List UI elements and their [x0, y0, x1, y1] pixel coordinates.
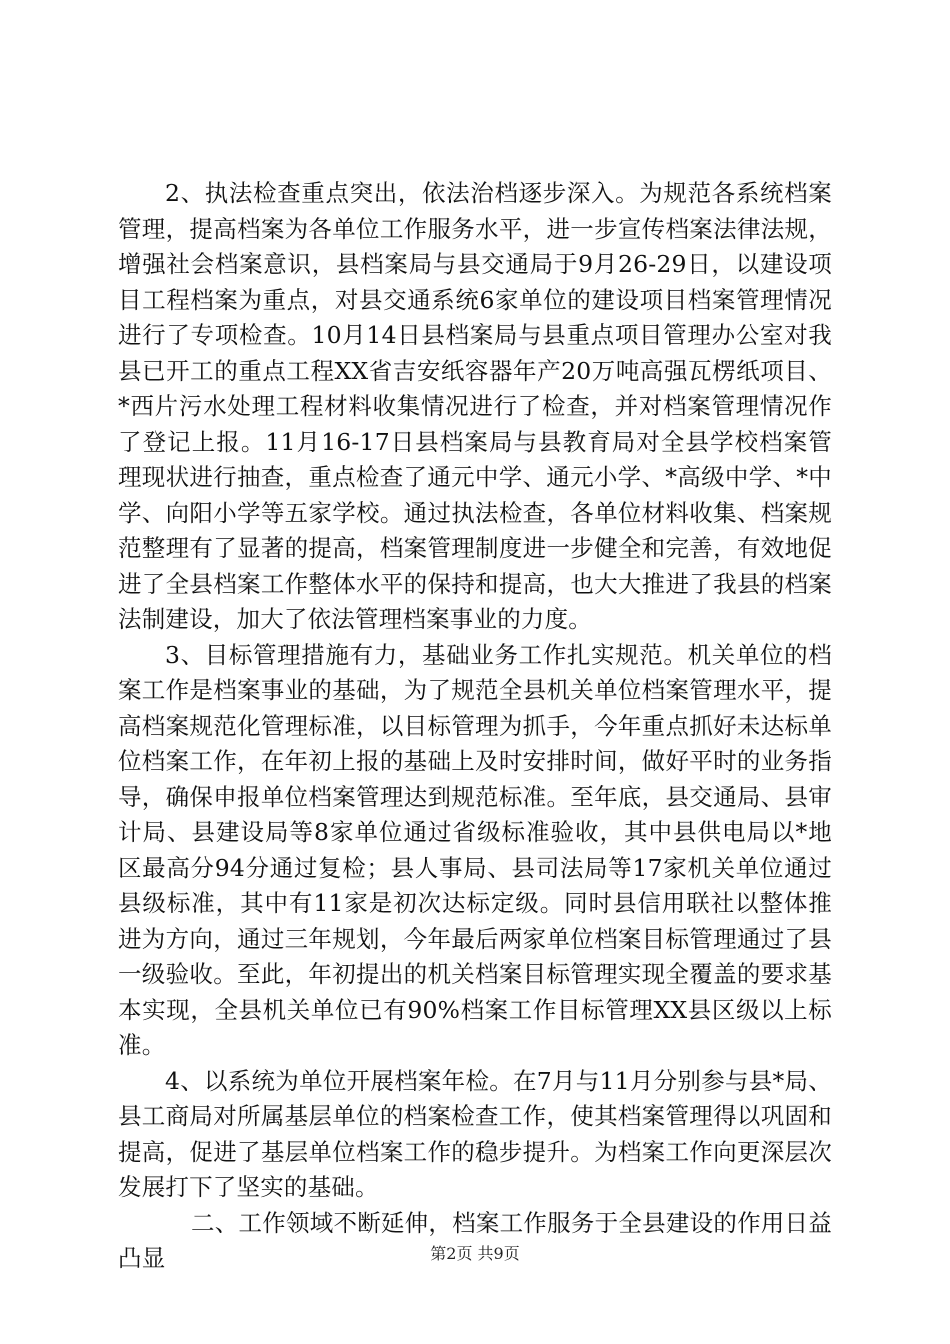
page-footer: 第2页 共9页 [430, 1244, 520, 1263]
paragraph-annual-inspection: 4、以系统为单位开展档案年检。在7月与11月分别参与县*局、县工商局对所属基层单位的档案检查工作，使其档案管理得以巩固和提高，促进了基层单位档案工作的稳步提升。为档案工作向更深层次发展打下了坚实的基础。 [118, 1066, 832, 1201]
section-heading-work-areas: 二、工作领域不断延伸，档案工作服务于全县建设的作用日益凸显 [118, 1208, 832, 1272]
paragraph-target-management: 3、目标管理措施有力，基础业务工作扎实规范。机关单位的档案工作是档案事业的基础，为了规范全县机关单位档案管理水平，提高档案规范化管理标准，以目标管理为抓手，今年重点抓好未达标单位档案工作，在年初上报的基础上及时安排时间，做好平时的业务指导，确保申报单位档案管理达到规范标准。至年底，县交通局、县审计局、县建设局等8家单位通过省级标准验收，其中县供电局以*地区最高分94分通过复检；县人事局、县司法局等17家机关单位通过县级标准，其中有11家是初次达标定级。同时县信用联社以整体推进为方向，通过三年规划，今年最后两家单位档案目标管理通过了县一级验收。至此，年初提出的机关档案目标管理实现全覆盖的要求基本实现，全县机关单位已有90%档案工作目标管理XX县区级以上标准。 [118, 640, 832, 1059]
document-body [118, 176, 832, 1277]
paragraph-enforcement-inspection: 2、执法检查重点突出，依法治档逐步深入。为规范各系统档案管理，提高档案为各单位工作服务水平，进一步宣传档案法律法规，增强社会档案意识，县档案局与县交通局于9月26-29日，以建设项目工程档案为重点，对县交通系统6家单位的建设项目档案管理情况进行了专项检查。10月14日县档案局与县重点项目管理办公室对我县已开工的重点工程XX省吉安纸容器年产20万吨高强瓦楞纸项目、*西片污水处理工程材料收集情况进行了检查，并对档案管理情况作了登记上报。11月16-17日县档案局与县教育局对全县学校档案管理现状进行抽查，重点检查了通元中学、通元小学、*高级中学、*中学、向阳小学等五家学校。通过执法检查，各单位材料收集、档案规范整理有了显著的提高，档案管理制度进一步健全和完善，有效地促进了全县档案工作整体水平的保持和提高，也大大推进了我县的档案法制建设，加大了依法管理档案事业的力度。 [118, 179, 832, 633]
